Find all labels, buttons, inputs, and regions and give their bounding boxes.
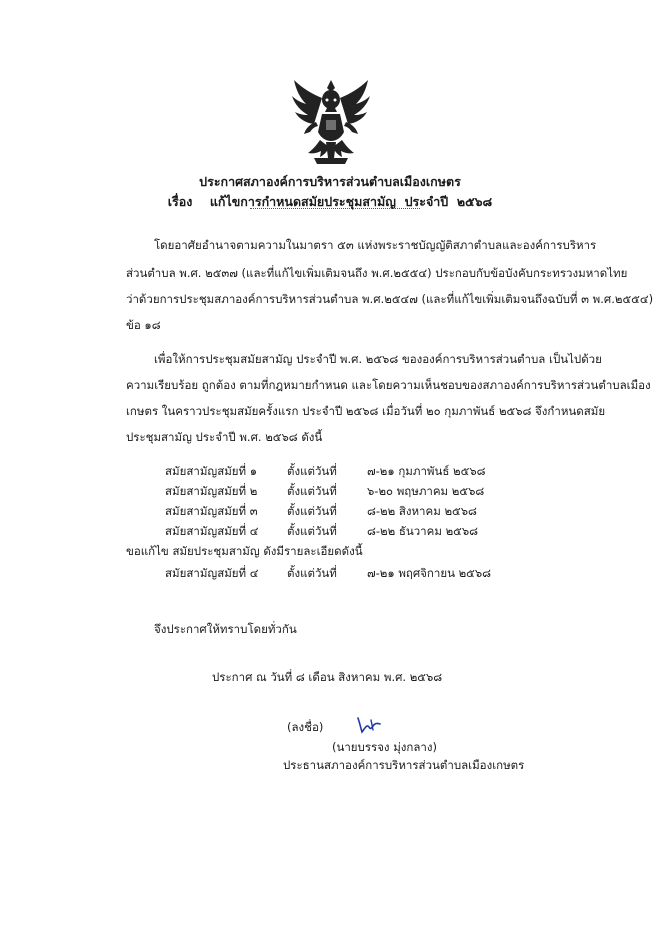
- session-name: สมัยสามัญสมัยที่ ๔: [165, 566, 259, 580]
- paragraph1-line3: ว่าด้วยการประชุมสภาองค์การบริหารส่วนตำบล พ.ศ.๒๕๔๗ (และที่แก้ไขเพิ่มเติมจนถึงฉบับที่ ๓ พ.ศ.๒๕๕๔): [126, 292, 654, 306]
- paragraph2-line2: ความเรียบร้อย ถูกต้อง ตามที่กฎหมายกำหนด และโดยความเห็นชอบของสภาองค์การบริหารส่วนตำบลเมือง: [126, 378, 651, 392]
- session-dates: ๗-๒๑ พฤศจิกายน ๒๕๖๘: [367, 566, 492, 580]
- closing-line: จึงประกาศให้ทราบโดยทั่วกัน: [154, 622, 297, 636]
- title-divider: [250, 208, 420, 209]
- signer-position: ประธานสภาองค์การบริหารส่วนตำบลเมืองเกษตร: [283, 758, 525, 772]
- paragraph2-line1: เพื่อให้การประชุมสมัยสามัญ ประจำปี พ.ศ. ๒๕๖๘ ขององค์การบริหารส่วนตำบล เป็นไปด้วย: [154, 352, 602, 366]
- session-name: สมัยสามัญสมัยที่ ๓: [165, 504, 258, 518]
- subject-text: แก้ไขการกำหนดสมัยประชุมสามัญ ประจำปี ๒๕๖๘: [209, 194, 493, 209]
- from-label: ตั้งแต่วันที่: [287, 484, 337, 498]
- sign-label: (ลงชื่อ): [287, 720, 324, 734]
- session-name: สมัยสามัญสมัยที่ ๑: [165, 464, 258, 478]
- session-dates: ๘-๒๒ ธันวาคม ๒๕๖๘: [367, 524, 479, 538]
- garuda-emblem-icon: [286, 78, 376, 170]
- from-label: ตั้งแต่วันที่: [287, 566, 337, 580]
- session-dates: ๘-๒๒ สิงหาคม ๒๕๖๘: [367, 504, 477, 518]
- from-label: ตั้งแต่วันที่: [287, 524, 337, 538]
- handwritten-signature-icon: [355, 714, 383, 736]
- paragraph1-line1: โดยอาศัยอำนาจตามความในมาตรา ๕๓ แห่งพระราชบัญญัติสภาตำบลและองค์การบริหาร: [154, 238, 597, 252]
- paragraph2-line4: ประชุมสามัญ ประจำปี พ.ศ. ๒๕๖๘ ดังนี้: [126, 430, 323, 444]
- from-label: ตั้งแต่วันที่: [287, 504, 337, 518]
- subject-line: [0, 192, 660, 212]
- announcement-title: ประกาศสภาองค์การบริหารส่วนตำบลเมืองเกษตร: [199, 174, 461, 189]
- signer-name: (นายบรรจง มุ่งกลาง): [332, 740, 437, 754]
- announce-date: ประกาศ ณ วันที่ ๘ เดือน สิงหาคม พ.ศ. ๒๕๖๘: [212, 670, 443, 684]
- session-dates: ๖-๒๐ พฤษภาคม ๒๕๖๘: [367, 484, 485, 498]
- paragraph1-line2: ส่วนตำบล พ.ศ. ๒๕๓๗ (และที่แก้ไขเพิ่มเติมจนถึง พ.ศ.๒๕๕๔) ประกอบกับข้อบังคับกระทรวงมหาดไทย: [126, 266, 628, 280]
- session-name: สมัยสามัญสมัยที่ ๔: [165, 524, 259, 538]
- paragraph2-line3: เกษตร ในคราวประชุมสมัยครั้งแรก ประจำปี ๒๕๖๘ เมื่อวันที่ ๒๐ กุมภาพันธ์ ๒๕๖๘ จึงกำหนดสมัย: [126, 404, 606, 418]
- paragraph1-line4: ข้อ ๑๘: [126, 318, 161, 332]
- subject-label: เรื่อง: [167, 194, 193, 209]
- session-name: สมัยสามัญสมัยที่ ๒: [165, 484, 258, 498]
- from-label: ตั้งแต่วันที่: [287, 464, 337, 478]
- session-dates: ๗-๒๑ กุมภาพันธ์ ๒๕๖๘: [367, 464, 486, 478]
- amendment-note: ขอแก้ไข สมัยประชุมสามัญ ดังมีรายละเอียดดังนี้: [126, 544, 363, 558]
